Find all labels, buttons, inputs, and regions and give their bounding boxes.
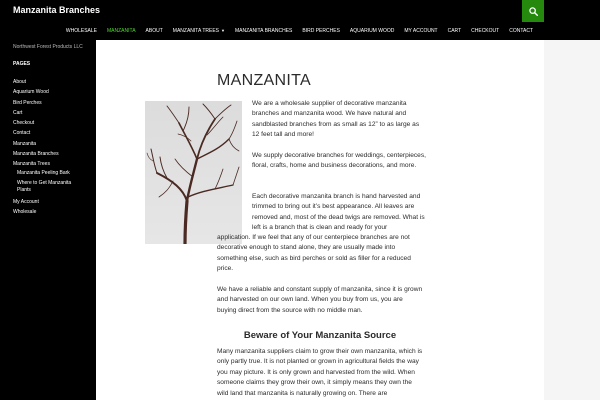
sidebar-item-bird-perches[interactable]: Bird Perches <box>13 99 42 106</box>
sidebar-item-where-to-get-plants[interactable]: Where to Get Manzanita Plants <box>17 179 72 193</box>
nav-item-my-account[interactable]: MY ACCOUNT <box>404 28 438 34</box>
sidebar-item-wholesale[interactable]: Wholesale <box>13 208 37 215</box>
sidebar-item-cart[interactable]: Cart <box>13 109 23 116</box>
sidebar-item-aquarium-wood[interactable]: Aquarium Wood <box>13 89 49 96</box>
nav-item-manzanita[interactable]: MANZANITA <box>107 28 136 34</box>
primary-navigation <box>0 22 544 40</box>
caret-down-icon: ▼ <box>221 28 225 33</box>
sidebar-item-manzanita[interactable]: Manzanita <box>13 140 37 147</box>
harvest-paragraph-start: Each decorative manzanita branch is hand harvested and trimmed to bring out it’s best appearance. All leaves are removed and, most of the dead twigs are removed. What is left is a branch that is clean and ready for your <box>252 193 425 232</box>
nav-item-wholesale[interactable]: WHOLESALE <box>65 28 98 34</box>
pages-list <box>13 77 96 217</box>
sidebar-item-checkout[interactable]: Checkout <box>13 120 35 127</box>
sidebar-item-contact[interactable]: Contact <box>13 130 31 137</box>
section-heading: Beware of Your Manzanita Source <box>243 330 397 341</box>
nav-item-cart[interactable]: CART <box>447 28 462 34</box>
site-header <box>0 0 544 22</box>
nav-item-contact[interactable]: CONTACT <box>509 28 533 34</box>
pages-sublist <box>13 170 96 194</box>
source-paragraph: We have a reliable and constant supply of manzanita, since it is grown and harvested on our own land. When you buy from us, you are buying direct from the source with no middle man. <box>217 286 423 314</box>
site-title[interactable]: Manzanita Branches <box>13 5 101 15</box>
search-icon <box>529 7 538 16</box>
nav-item-about[interactable]: ABOUT <box>145 28 163 34</box>
nav-menu <box>61 22 538 40</box>
sidebar <box>0 40 96 400</box>
nav-item-checkout[interactable]: CHECKOUT <box>471 28 500 34</box>
nav-item-aquarium-wood[interactable]: AQUARIUM WOOD <box>349 28 395 34</box>
branch-illustration <box>145 101 242 244</box>
sidebar-item-manzanita-branches[interactable]: Manzanita Branches <box>13 151 59 158</box>
nav-item-manzanita-branches[interactable]: MANZANITA BRANCHES <box>234 28 293 34</box>
site-description: Northwest Forest Products LLC <box>13 44 83 50</box>
harvest-paragraph-end: application. If we feel that any of our centerpiece branches are not decorative enough to stand alone, they are usually made into something else, such as bird perches or sold as filler for a reduced price. <box>217 234 411 273</box>
supply-paragraph: We supply decorative branches for weddings, centerpieces, floral, crafts, home and business decorations, and more. <box>252 152 426 170</box>
page-title: MANZANITA <box>217 72 311 89</box>
manzanita-branch-photo <box>145 101 242 244</box>
pages-widget-heading: PAGES <box>13 61 31 67</box>
nav-item-manzanita-trees[interactable] <box>168 22 230 40</box>
page-margin <box>544 0 600 400</box>
header-extension <box>544 0 600 40</box>
sidebar-item-about[interactable]: About <box>13 79 27 85</box>
main-content <box>96 40 544 400</box>
intro-paragraph: We are a wholesale supplier of decorative manzanita branches and manzanita wood. We have natural and sandblasted branches from as small as 12” to as large as 12 feet tall and more! <box>252 100 420 139</box>
search-button[interactable] <box>522 0 544 22</box>
sidebar-item-manzanita-trees[interactable]: Manzanita Trees <box>13 161 50 168</box>
beware-paragraph: Many manzanita suppliers claim to grow their own manzanita, which is only partly true. It is not planted or grown in agricultural fields the way you may picture. It is only grown and harvested from the wild. When someone claims they grow their own, it simply means they own the wild land that manzanita is naturally growing on. There are <box>217 348 423 397</box>
sidebar-item-manzanita-peeling-bark[interactable]: Manzanita Peeling Bark <box>17 169 70 176</box>
nav-item-bird-perches[interactable]: BIRD PERCHES <box>302 28 340 34</box>
nav-item-label: MANZANITA TREES <box>172 28 219 34</box>
sidebar-item-my-account[interactable]: My Account <box>13 198 39 205</box>
